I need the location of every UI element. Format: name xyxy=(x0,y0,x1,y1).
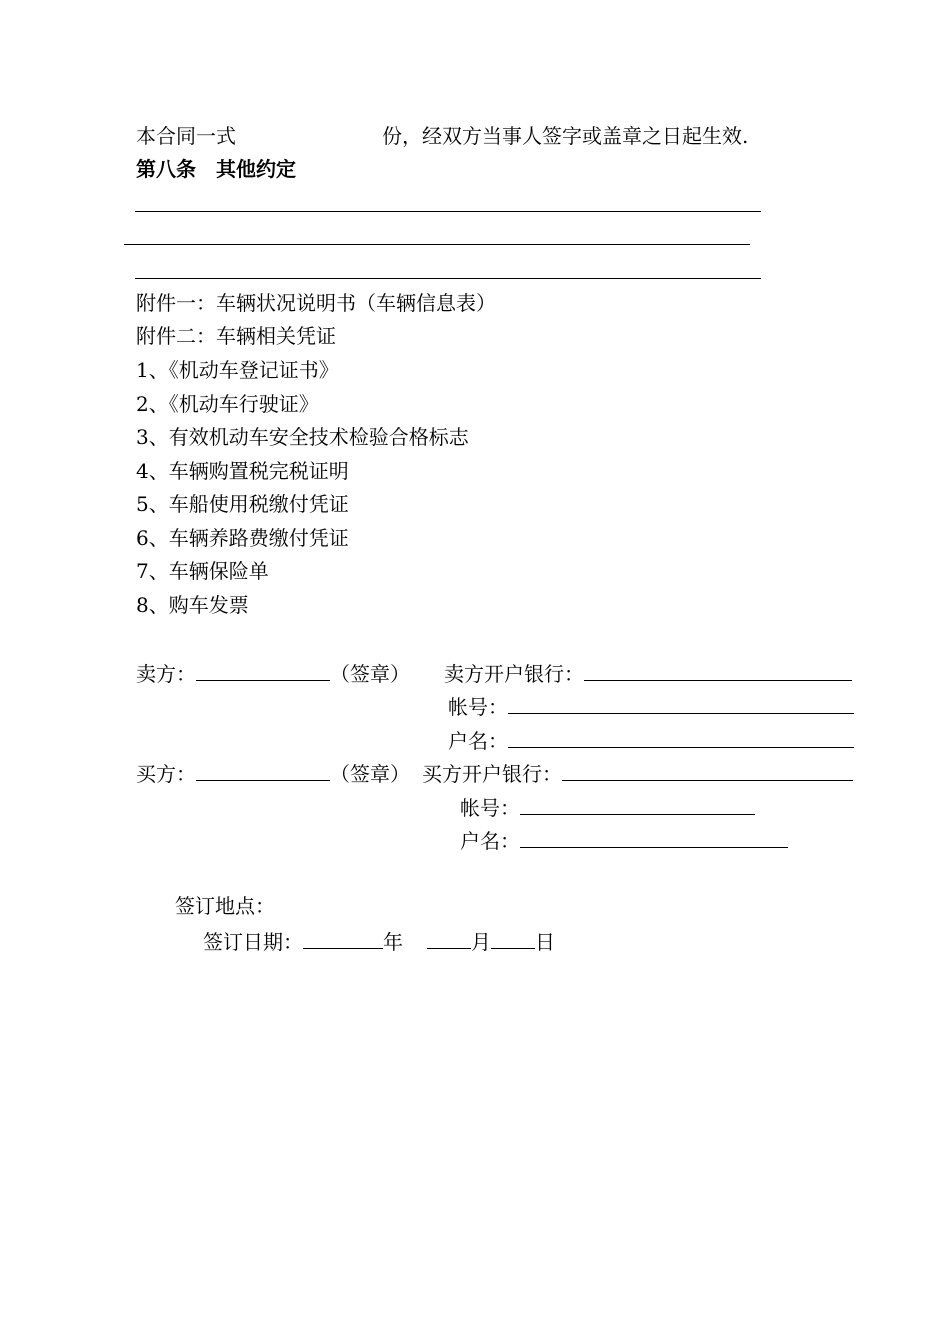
seller-account-label: 帐号： xyxy=(448,695,508,719)
buyer-signature-field[interactable] xyxy=(196,760,330,781)
buyer-seal-label: （签章） xyxy=(330,762,410,786)
attachment-2: 附件二：车辆相关凭证 xyxy=(136,324,336,348)
buyer-account-field[interactable] xyxy=(520,794,755,815)
seller-bank-field[interactable] xyxy=(584,660,852,681)
copies-suffix: 份，经双方当事人签字或盖章之日起生效. xyxy=(382,124,749,148)
seller-bank-row xyxy=(444,660,852,686)
buyer-bank-row xyxy=(422,760,853,786)
seller-account-row xyxy=(448,693,854,719)
list-item: 8、购车发票 xyxy=(136,593,249,617)
list-item: 4、车辆购置税完税证明 xyxy=(136,459,349,483)
seller-row xyxy=(136,660,410,686)
seller-bank-label: 卖方开户银行： xyxy=(444,662,584,686)
seller-name-label: 户名： xyxy=(448,729,508,753)
buyer-row xyxy=(136,760,410,786)
buyer-account-row xyxy=(460,794,755,820)
list-item: 2、《机动车行驶证》 xyxy=(136,392,319,416)
list-item: 3、有效机动车安全技术检验合格标志 xyxy=(136,425,469,449)
signing-date-row xyxy=(203,928,555,954)
signing-year-field[interactable] xyxy=(303,928,383,949)
day-label: 日 xyxy=(535,930,555,954)
agreement-blank-line-3[interactable] xyxy=(135,278,761,279)
buyer-bank-field[interactable] xyxy=(562,760,853,781)
seller-account-field[interactable] xyxy=(508,693,854,714)
seller-name-field[interactable] xyxy=(508,727,854,748)
buyer-bank-label: 买方开户银行： xyxy=(422,762,562,786)
buyer-name-row xyxy=(460,827,788,853)
signing-date-label: 签订日期： xyxy=(203,930,303,954)
seller-label: 卖方： xyxy=(136,662,196,686)
buyer-name-label: 户名： xyxy=(460,829,520,853)
month-label: 月 xyxy=(471,930,491,954)
signing-day-field[interactable] xyxy=(491,928,535,949)
list-item: 6、车辆养路费缴付凭证 xyxy=(136,526,349,550)
copies-prefix: 本合同一式 xyxy=(136,124,236,148)
seller-seal-label: （签章） xyxy=(330,662,410,686)
agreement-blank-line-2[interactable] xyxy=(124,244,750,245)
list-item: 1、《机动车登记证书》 xyxy=(136,358,339,382)
article-8-heading: 第八条 其他约定 xyxy=(136,157,296,181)
signing-place-label: 签订地点： xyxy=(175,894,275,918)
seller-name-row xyxy=(448,727,854,753)
seller-signature-field[interactable] xyxy=(196,660,330,681)
list-item: 5、车船使用税缴付凭证 xyxy=(136,492,349,516)
agreement-blank-line-1[interactable] xyxy=(135,211,761,212)
buyer-name-field[interactable] xyxy=(520,827,788,848)
buyer-label: 买方： xyxy=(136,762,196,786)
buyer-account-label: 帐号： xyxy=(460,796,520,820)
signing-month-field[interactable] xyxy=(427,928,471,949)
attachment-1: 附件一：车辆状况说明书（车辆信息表） xyxy=(136,291,496,315)
year-label: 年 xyxy=(383,930,403,954)
list-item: 7、车辆保险单 xyxy=(136,559,269,583)
